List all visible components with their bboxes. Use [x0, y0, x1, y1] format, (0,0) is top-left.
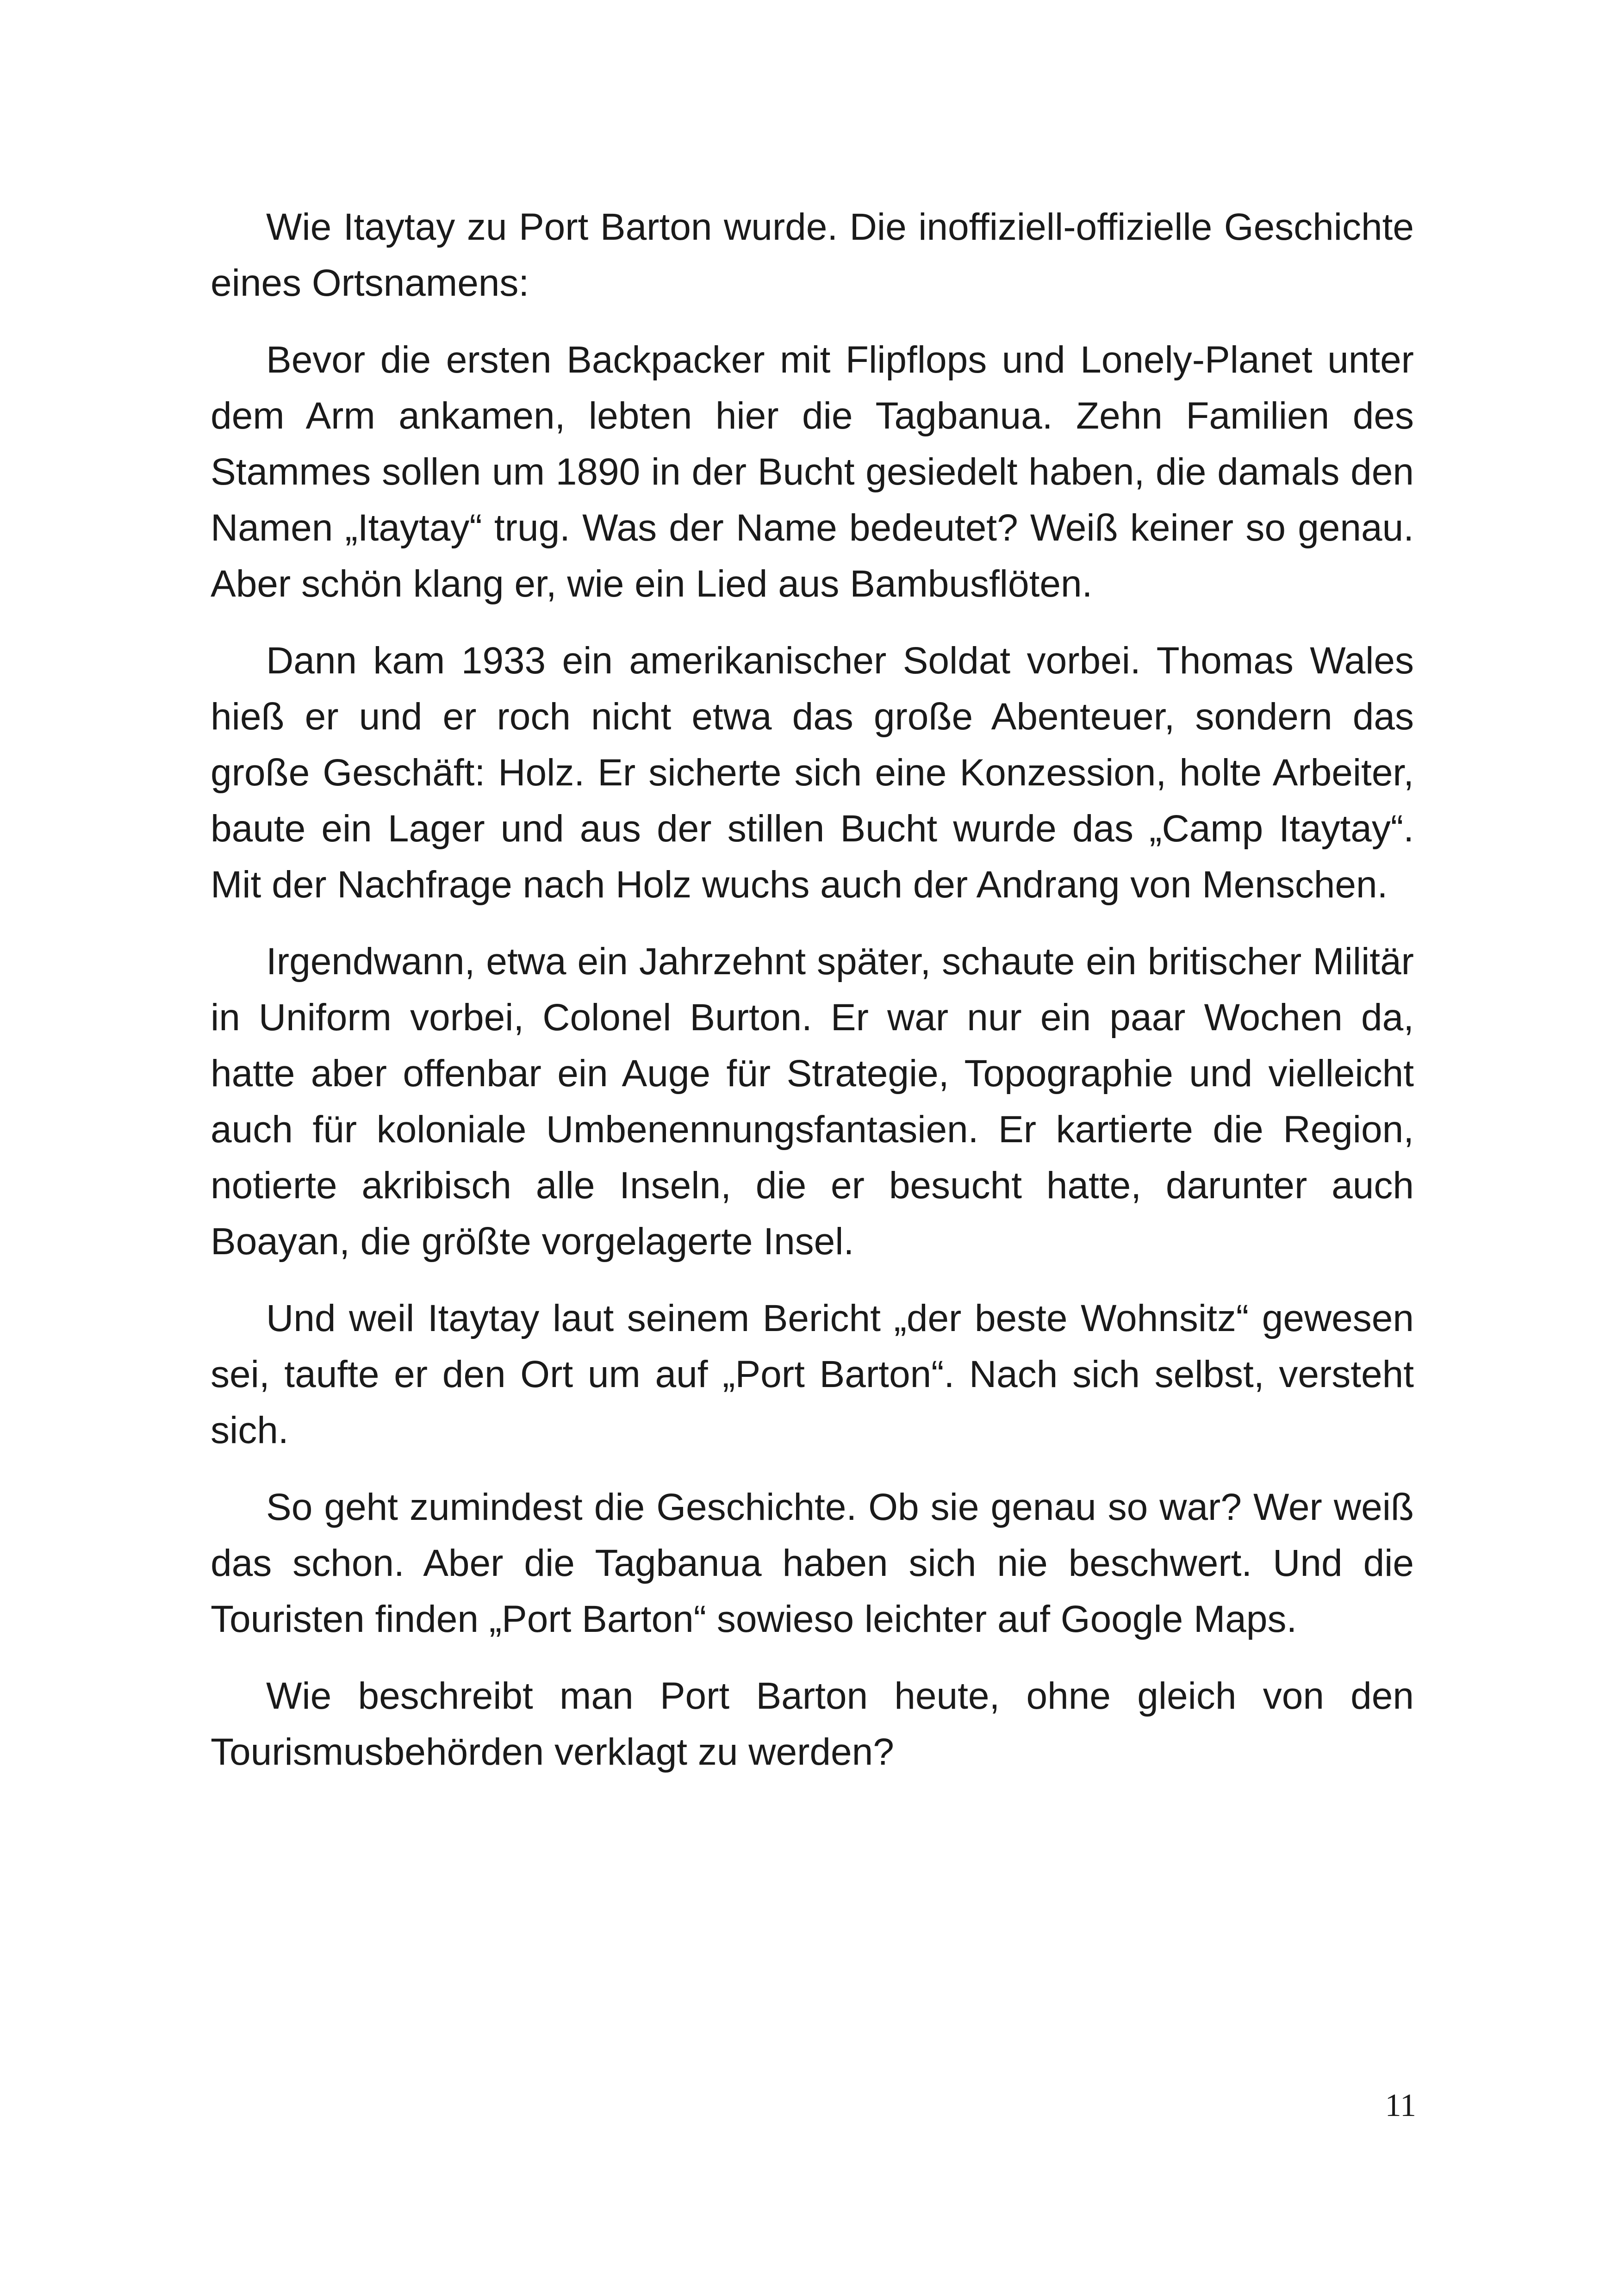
page-number: 11: [1385, 2088, 1416, 2123]
paragraph-story: So geht zumindest die Geschichte. Ob sie genau so war? Wer weiß das schon. Aber die Tagbanua haben sich nie beschwert. Und die Touristen finden „Port Barton“ sowieso leichter auf Google Maps.: [211, 1486, 1414, 1640]
paragraph-tagbanua: Bevor die ersten Backpacker mit Flipflops und Lonely-Planet unter dem Arm ankamen, lebten hier die Tagbanua. Zehn Familien des Stammes sollen um 1890 in der Bucht gesiedelt haben, die damals den Namen „Itaytay“ trug. Was der Name bedeutet? Weiß keiner so genau. Aber schön klang er, wie ein Lied aus Bambusflöten.: [211, 339, 1414, 605]
paragraph-colonel-burton: Irgendwann, etwa ein Jahrzehnt später, schaute ein britischer Militär in Uniform vorbei, Colonel Burton. Er war nur ein paar Wochen da, hatte aber offenbar ein Auge für Strategie, Topographie und vielleicht auch für koloniale Umbenennungsfantasien. Er kartierte die Region, notierte akribisch alle Inseln, die er besucht hatte, darunter auch Boayan, die größte vorgelagerte Insel.: [211, 940, 1414, 1263]
paragraph-intro: Wie Itaytay zu Port Barton wurde. Die inoffiziell-offizielle Geschichte eines Ortsnamens:: [211, 206, 1414, 304]
body-text: [211, 199, 1414, 1801]
paragraph-question: Wie beschreibt man Port Barton heute, ohne gleich von den Tourismusbehörden verklagt zu werden?: [211, 1675, 1414, 1773]
paragraph-thomas-wales: Dann kam 1933 ein amerikanischer Soldat vorbei. Thomas Wales hieß er und er roch nicht etwa das große Abenteuer, sondern das große Geschäft: Holz. Er sicherte sich eine Konzession, holte Arbeiter, baute ein Lager und aus der stillen Bucht wurde das „Camp Itaytay“. Mit der Nachfrage nach Holz wuchs auch der Andrang von Menschen.: [211, 640, 1414, 906]
paragraph-renaming: Und weil Itaytay laut seinem Bericht „der beste Wohnsitz“ gewesen sei, taufte er den Ort um auf „Port Barton“. Nach sich selbst, versteht sich.: [211, 1297, 1414, 1451]
